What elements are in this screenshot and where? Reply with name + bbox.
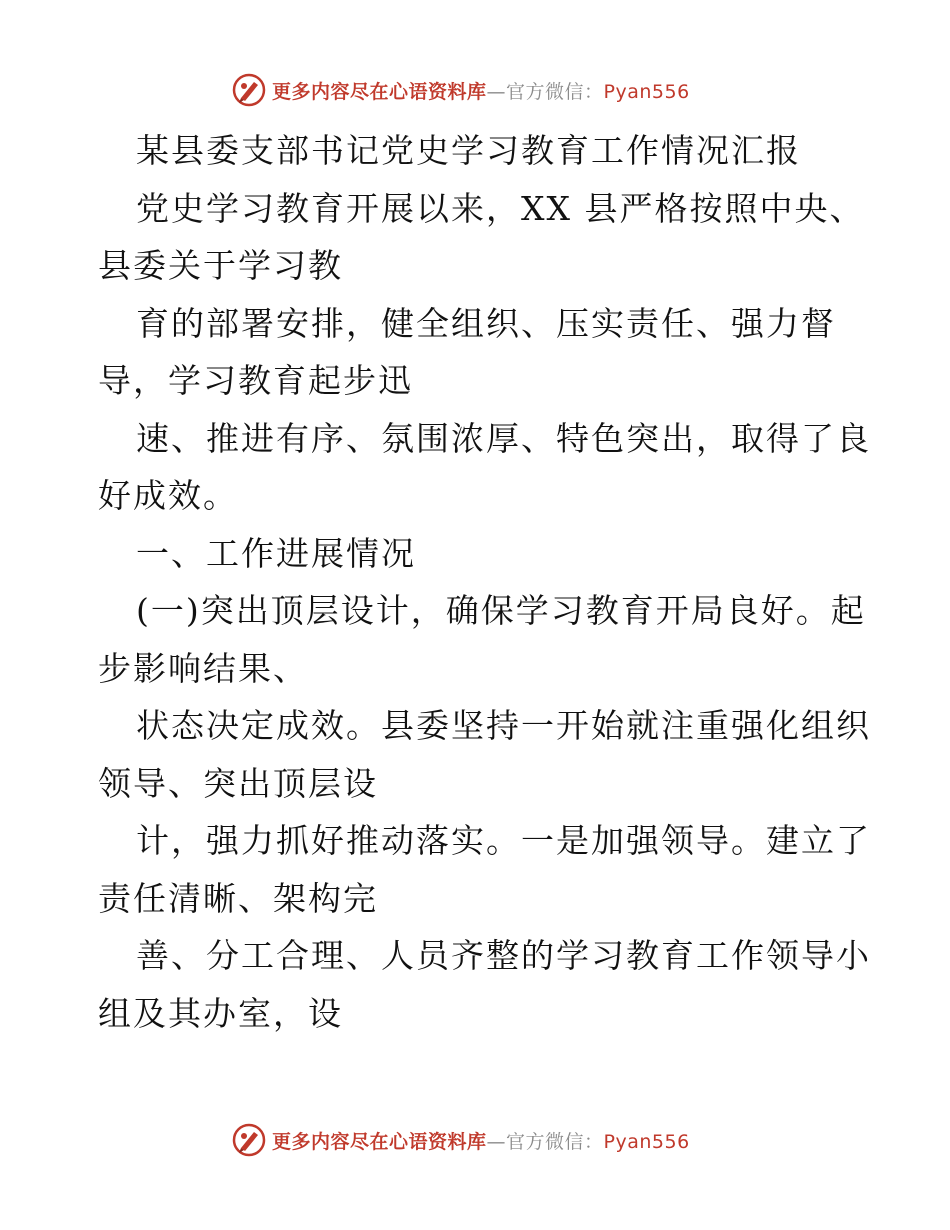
text-line: 计，强力抓好推动落实。一是加强领导。建立了 — [136, 821, 871, 860]
banner-main-text: 更多内容尽在心语资料库 — [272, 80, 487, 103]
text-line: 善、分工合理、人员齐整的学习教育工作领导小 — [136, 936, 871, 975]
text-line: 状态决定成效。县委坚持一开始就注重强化组织 — [136, 706, 871, 745]
banner-wechat-id: Pyan556 — [603, 1130, 690, 1153]
text-line: 速、推进有序、氛围浓厚、特色突出，取得了良 — [136, 418, 871, 458]
document-title: 某县委支部书记党史学习教育工作情况汇报 — [136, 131, 801, 170]
pen-logo-icon — [232, 73, 266, 107]
text-line: 县委关于学习教 — [98, 246, 343, 285]
document-body — [98, 122, 871, 1042]
banner-dash: — — [486, 80, 507, 103]
banner-label: 官方微信： — [506, 80, 604, 103]
text-line: 步影响结果、 — [98, 648, 308, 688]
banner-wechat-id: Pyan556 — [603, 80, 690, 103]
header-banner — [232, 72, 690, 108]
text-line: 导，学习教育起步迅 — [98, 361, 413, 400]
pen-logo-icon — [232, 1123, 266, 1157]
text-line: 好成效。 — [98, 476, 238, 515]
banner-label: 官方微信： — [506, 1130, 604, 1153]
text-line: 育的部署安排，健全组织、压实责任、强力督 — [136, 303, 836, 343]
banner-dash: — — [486, 1130, 507, 1153]
text-line: 党史学习教育开展以来，XX 县严格按照中央、 — [136, 188, 865, 228]
text-line: (一)突出顶层设计，确保学习教育开局良好。起 — [136, 591, 866, 630]
section-heading: 一、工作进展情况 — [136, 533, 416, 573]
text-line: 组及其办室，设 — [98, 993, 343, 1033]
banner-main-text: 更多内容尽在心语资料库 — [272, 1130, 487, 1153]
text-line: 领导、突出顶层设 — [98, 763, 378, 803]
text-line: 责任清晰、架构完 — [98, 878, 378, 918]
footer-banner — [232, 1122, 690, 1158]
